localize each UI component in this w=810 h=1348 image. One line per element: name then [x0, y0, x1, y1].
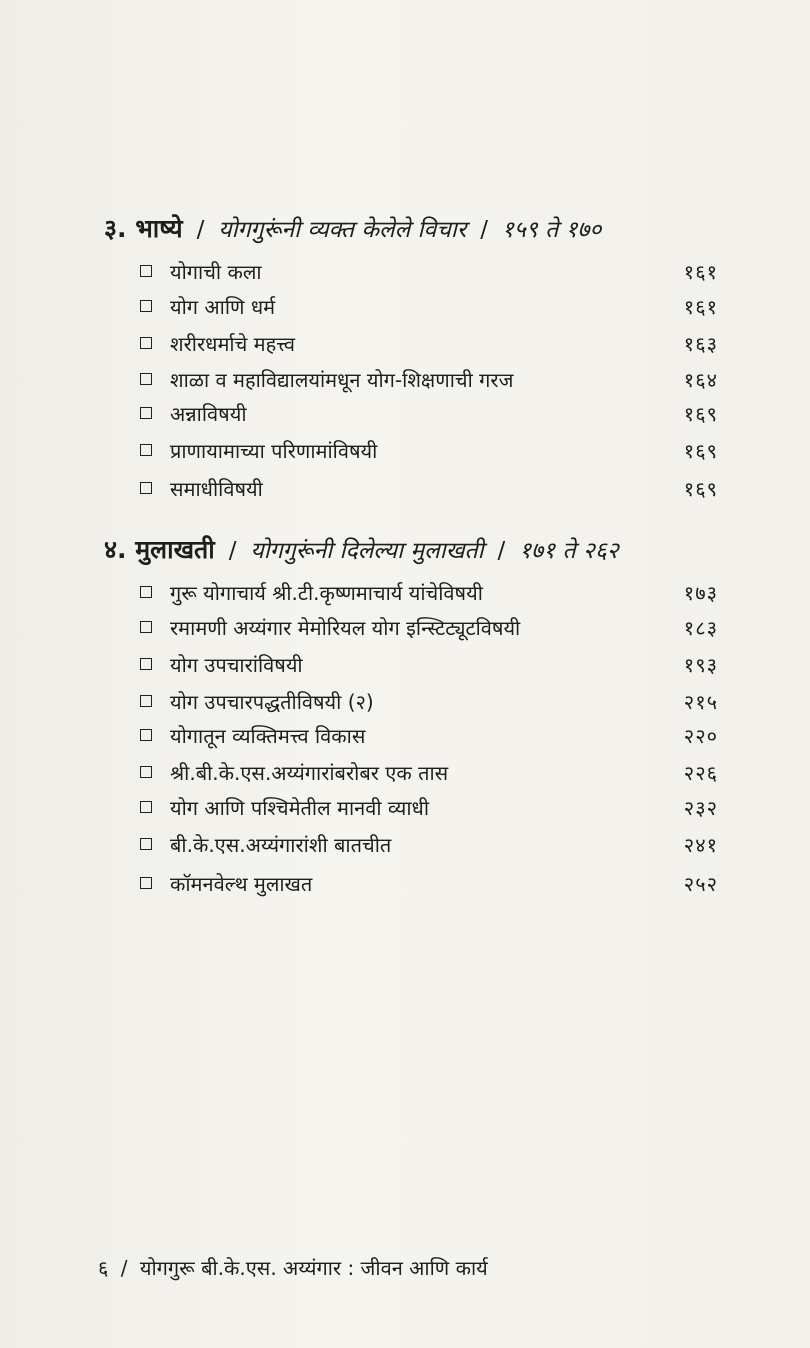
- toc-item-label: शरीरधर्माचे महत्त्व: [170, 331, 296, 356]
- toc-item: [140, 575, 718, 609]
- toc-item-page: १७३: [683, 580, 718, 605]
- toc-item-page: १६३: [683, 331, 718, 356]
- toc-item-page: २४१: [683, 832, 718, 857]
- toc-item: [140, 755, 718, 789]
- checkbox-icon: [140, 586, 152, 598]
- toc-item-page: १६१: [683, 294, 718, 319]
- section-title: ४. मुलाखती: [104, 535, 215, 564]
- heading-separator: /: [228, 538, 237, 564]
- toc-item-label: कॉमनवेल्थ मुलाखत: [170, 871, 313, 896]
- toc-item-label: योग आणि पश्चिमेतील मानवी व्याधी: [170, 795, 430, 820]
- checkbox-icon: [140, 695, 152, 707]
- footer-separator: /: [120, 1256, 128, 1280]
- toc-item: [140, 866, 718, 900]
- checkbox-icon: [140, 337, 152, 349]
- section-heading: [104, 216, 601, 242]
- toc-item-label: योग उपचारांविषयी: [170, 652, 303, 677]
- checkbox-icon: [140, 801, 152, 813]
- toc-item: [140, 289, 718, 323]
- toc-item-page: १६९: [683, 476, 718, 501]
- section-heading: [104, 537, 619, 563]
- toc-item-label: योग उपचारपद्धतीविषयी (२): [170, 689, 374, 714]
- toc-item-label: गुरू योगाचार्य श्री.टी.कृष्णमाचार्य यांचेविषयी: [170, 580, 483, 605]
- footer-book-title: योगगुरू बी.के.एस. अय्यंगार : जीवन आणि कार्य: [139, 1256, 488, 1280]
- toc-item-page: २५२: [683, 871, 718, 896]
- toc-item: [140, 254, 718, 288]
- toc-item: [140, 362, 718, 396]
- checkbox-icon: [140, 877, 152, 889]
- toc-item: [140, 790, 718, 824]
- heading-separator: /: [480, 217, 488, 243]
- toc-item-label: बी.के.एस.अय्यंगारांशी बातचीत: [170, 832, 392, 857]
- checkbox-icon: [140, 373, 152, 385]
- toc-item-page: १६१: [683, 259, 718, 284]
- toc-item-label: योगातून व्यक्तिमत्त्व विकास: [170, 723, 366, 748]
- page-footer: [98, 1254, 488, 1281]
- checkbox-icon: [140, 838, 152, 850]
- section-title: ३. भाष्ये: [104, 214, 183, 243]
- toc-item: [140, 647, 718, 681]
- toc-item-label: प्राणायामाच्या परिणामांविषयी: [170, 438, 378, 463]
- checkbox-icon: [140, 621, 152, 633]
- toc-item: [140, 827, 718, 861]
- toc-item-label: शाळा व महाविद्यालयांमधून योग-शिक्षणाची गरज: [170, 367, 514, 392]
- section-subtitle: योगगुरूंनी व्यक्त केलेले विचार: [218, 217, 467, 243]
- heading-separator: /: [497, 538, 506, 564]
- toc-item: [140, 396, 718, 430]
- toc-item-page: १६४: [683, 367, 718, 392]
- toc-item-page: १८३: [683, 615, 718, 640]
- toc-item-page: २२०: [683, 723, 718, 748]
- checkbox-icon: [140, 300, 152, 312]
- checkbox-icon: [140, 444, 152, 456]
- toc-item-page: २२६: [683, 760, 718, 785]
- section-page-range: १७१ ते २६२: [519, 538, 619, 564]
- toc-item-label: योगाची कला: [170, 259, 262, 284]
- toc-item: [140, 718, 718, 752]
- toc-item-label: अन्नाविषयी: [170, 401, 247, 426]
- checkbox-icon: [140, 482, 152, 494]
- checkbox-icon: [140, 407, 152, 419]
- toc-item: [140, 433, 718, 467]
- checkbox-icon: [140, 729, 152, 741]
- toc-item: [140, 326, 718, 360]
- toc-item-page: २३२: [683, 795, 718, 820]
- toc-item-page: १६९: [683, 438, 718, 463]
- toc-item-label: रमामणी अय्यंगार मेमोरियल योग इन्स्टिट्यूटविषयी: [170, 615, 521, 640]
- toc-item: [140, 684, 718, 718]
- footer-page-number: ६: [98, 1256, 109, 1280]
- checkbox-icon: [140, 265, 152, 277]
- toc-item: [140, 471, 718, 505]
- toc-item-page: २१५: [683, 689, 718, 714]
- toc-item-page: १६९: [683, 401, 718, 426]
- checkbox-icon: [140, 766, 152, 778]
- toc-item-label: योग आणि धर्म: [170, 294, 276, 319]
- toc-item: [140, 610, 718, 644]
- section-subtitle: योगगुरूंनी दिलेल्या मुलाखती: [250, 538, 484, 564]
- toc-item-label: समाधीविषयी: [170, 476, 263, 501]
- heading-separator: /: [196, 217, 205, 243]
- toc-item-page: १९३: [683, 652, 718, 677]
- checkbox-icon: [140, 658, 152, 670]
- section-page-range: १५९ ते १७०: [501, 217, 602, 243]
- toc-item-label: श्री.बी.के.एस.अय्यंगारांबरोबर एक तास: [170, 760, 449, 785]
